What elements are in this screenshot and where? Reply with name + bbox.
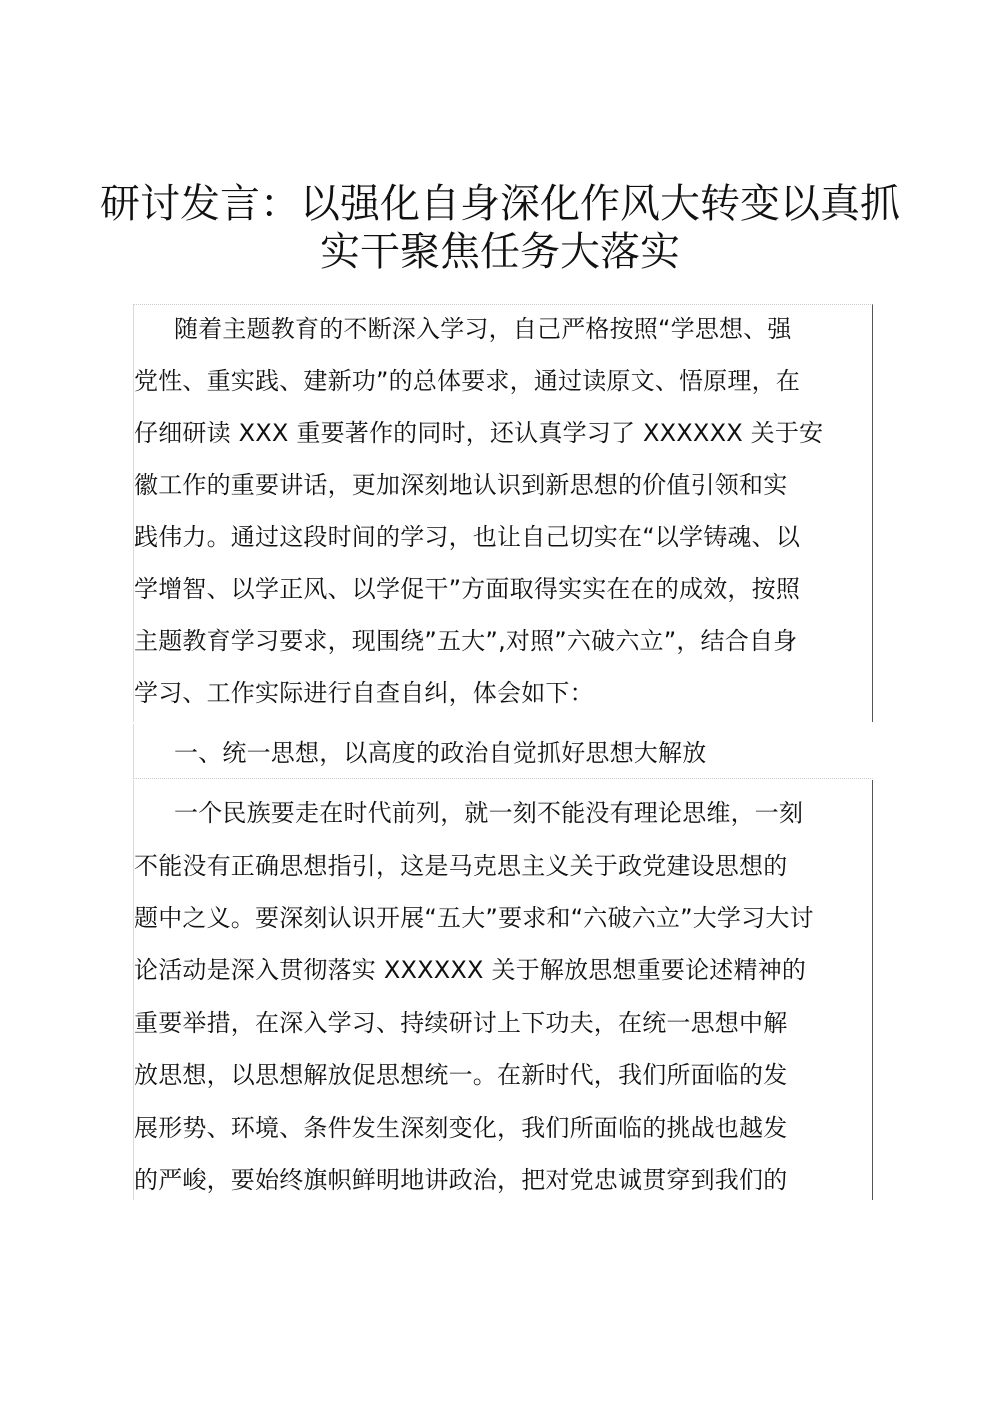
document-title-line-2: 实干聚焦任务大落实 xyxy=(320,229,680,275)
paragraph-1-line: 党性、重实践、建新功”的总体要求，通过读原文、悟原理，在 xyxy=(134,367,801,395)
paragraph-1-line: 随着主题教育的不断深入学习，自己严格按照“学思想、强 xyxy=(174,315,792,343)
paragraph-2-line: 的严峻，要始终旗帜鲜明地讲政治，把对党忠诚贯穿到我们的 xyxy=(134,1166,788,1194)
paragraph-2-line: 一个民族要走在时代前列，就一刻不能没有理论思维，一刻 xyxy=(174,799,804,827)
paragraph-1-line: 践伟力。通过这段时间的学习，也让自己切实在“以学铸魂、以 xyxy=(134,523,801,551)
paragraph-1-line: 学习、工作实际进行自查自纠，体会如下： xyxy=(134,679,594,707)
paragraph-1-line: 徽工作的重要讲话，更加深刻地认识到新思想的价值引领和实 xyxy=(134,471,788,499)
paragraph-2-line: 展形势、环境、条件发生深刻变化，我们所面临的挑战也越发 xyxy=(134,1114,788,1142)
paragraph-2-line: 题中之义。要深刻认识开展“五大”要求和“六破六立”大学习大讨 xyxy=(134,904,814,932)
paragraph-2-line: 重要举措，在深入学习、持续研讨上下功夫，在统一思想中解 xyxy=(134,1009,788,1037)
paragraph-2-line: 论活动是深入贯彻落实 XXXXXX 关于解放思想重要论述精神的 xyxy=(134,956,807,984)
paragraph-2-line: 不能没有正确思想指引，这是马克思主义关于政党建设思想的 xyxy=(134,852,788,880)
paragraph-2-line: 放思想，以思想解放促思想统一。在新时代，我们所面临的发 xyxy=(134,1061,788,1089)
paragraph-1-line: 学增智、以学正风、以学促干”方面取得实实在在的成效，按照 xyxy=(134,575,801,603)
section-heading-1: 一、统一思想，以高度的政治自觉抓好思想大解放 xyxy=(174,739,707,767)
paragraph-1-line: 主题教育学习要求，现围绕”五大”,对照”六破六立”，结合自身 xyxy=(134,627,798,655)
document-title-line-1: 研讨发言：以强化自身深化作风大转变以真抓 xyxy=(100,181,900,227)
paragraph-1-line: 仔细研读 XXX 重要著作的同时，还认真学习了 XXXXXX 关于安 xyxy=(134,419,824,447)
